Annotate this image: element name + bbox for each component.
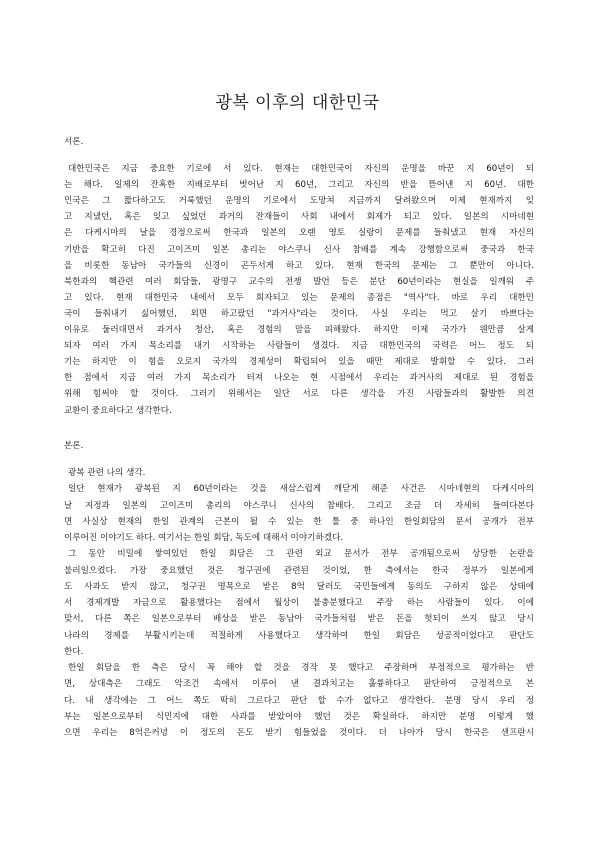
intro-line: 고 있다. 현재 대한민국 내에서 모두 회자되고 있는 문제의 종점은 "역사"다. 바로 우리 대한민 (64, 292, 534, 303)
intro-line: 대한민국은 지금 중요한 기로에 서 있다. 현재는 대한민국이 자신의 운명을 바꾼 지 60년이 되 (68, 164, 534, 174)
body-line: 이루어진 이야기도 하다. 여기서는 한일 회담, 독도에 대해서 이야기하겠다. (64, 533, 344, 543)
body-line: 그 동안 비밀에 쌓여있던 한일 회담은 그 관련 외교 문서가 전부 공개됨으로써 상당한 논란을 (68, 549, 534, 560)
intro-heading: 서론. (64, 137, 84, 147)
body-line: 일단 현재가 광복된 지 60년이라는 것을 새삼스럽게 깨닫게 해준 사건은 시마네현의 다케시마의 (68, 484, 534, 495)
body-line: 나라의 경제를 부활시키는데 적절하게 사용했다고 생각하여 한일 회담은 성공적이었다고 판단도 (64, 630, 534, 641)
body-line: 면, 상대측은 그래도 악조건 속에서 이루어 낸 결과치고는 훌륭하다고 판단하여 긍정적으로 본 (64, 679, 534, 690)
body-line: 한일 회담을 한 측은 당시 꼭 해야 할 것을 경작 못 했다고 주장하며 부정적으로 평가하는 반 (68, 663, 534, 673)
intro-line: 한 점에서 지금 여러 가지 목소리가 터져 나오는 현 시점에서 우리는 과거사의 제대로 된 경험을 (64, 373, 534, 384)
intro-line: 되자 여러 가지 목소리를 내기 시작하는 사람들이 생겼다. 지금 대한민국의 국력은 어느 정도 되 (64, 341, 534, 352)
body-line: 다. 내 생각에는 그 어느 쪽도 딱히 그르다고 판단 할 수가 없다고 생각한다. 분명 당시 우리 정 (64, 695, 534, 706)
intro-line: 민국은 그 짧다하고도 거룩했던 운명의 기로에서 도망쳐 지금까지 달려왔으며 이제 현재까지 잊 (64, 196, 534, 207)
body-line: 면 사실상 현재의 한일 관계의 근본이 될 수 있는 한 툴 중 하나인 한일회담의 문서 공개가 전부 (64, 516, 534, 527)
intro-line: 기반을 확고히 다진 고이즈미 일본 총리는 야스쿠니 신사 참배를 계속 강행함으로써 중국과 한국 (64, 244, 534, 255)
intro-line: 국이 들춰내기 싫어했던, 외면 하고팠던 "과거사"라는 것이다. 사실 우리는 먹고 살기 바쁘다는 (64, 308, 534, 319)
intro-line: 은 다케시마의 날을 경정으로써 한국과 일본의 오랜 영토 실랑이 문제를 들춰냈고 현재 자신의 (64, 228, 534, 239)
intro-line: 을 비롯한 동남아 국가들의 신경이 곤두서게 하고 있다. 현재 한국의 문제는 그 뿐만이 아니다. (64, 260, 534, 271)
intro-line: 고 지냈던, 혹은 잊고 싶었던 과거의 잔재들이 사회 내에서 회제가 되고 있다. 일본의 시마네현 (64, 212, 534, 223)
intro-line: 북한과의 핵관련 여러 회담들, 광명구 교수의 전쟁 발언 등은 분단 60년이라는 현실을 일깨워 주 (64, 276, 534, 287)
body-line: 날 지정과 일본의 고이즈미 총리의 야스쿠니 신사의 참배다. 그리고 조금 더 자세히 들여다본다 (64, 500, 534, 511)
body-line: 광복 관련 나의 생각. (68, 468, 146, 478)
body-line: 서 경제개발 자금으로 활용했다는 점에서 월상이 불충분했다고 주장 하는 사람들이 있다. 이에 (64, 598, 534, 608)
intro-line: 이유로 둘러대면서 과거사 청산, 혹은 경험의 맘을 피해왔다. 하지만 이제 국가가 웬만큼 살게 (64, 325, 534, 335)
document-title: 광복 이후의 대한민국 (215, 93, 380, 113)
intro-line: 위해 힘써야 할 것이다. 그러기 위해서는 일단 서로 다른 생각을 가진 사람들과의 활발한 의견 (64, 389, 534, 400)
body-line: 한다. (64, 646, 84, 657)
body-line: 맞서, 다른 쪽은 일본으로부터 배상을 받은 동남아 국가들처럼 받은 돈을 헛되이 쓰지 않고 당시 (64, 614, 534, 625)
intro-line: 기는 하지만 이 힘을 오로지 국가의 경제성이 확립되어 있을 때만 제대로 발휘할 수 있다. 그러 (64, 357, 534, 368)
body-heading: 본론. (64, 441, 84, 451)
body-line: 으면 우리는 8억은커녕 이 정도의 돈도 받기 힘들었을 것이다. 더 나아가 당시 한국은 샌프란시 (64, 728, 534, 738)
body-line: 불러일으켰다. 가장 중요했던 것은 청구권에 관련된 것이었, 한 측에서는 한국 정부가 일본에게 (64, 565, 534, 576)
intro-line: 는 해다. 일제의 잔혹한 지배로부터 벗어난 지 60년, 그리고 자신의 반을 뜯어낸 지 60년. 대한 (64, 180, 534, 191)
body-line: 부는 일본으로부터 식민지에 대한 사과를 받았어야 했던 것은 확실하다. 하지만 분명 이렇게 했 (64, 711, 534, 722)
intro-line: 교환이 중요하다고 생각한다. (64, 405, 172, 416)
body-line: 도 사과도 받지 않고, 청구권 명목으로 받은 8억 달러도 국민들에게 동의도 구하지 않은 상태에 (64, 581, 534, 592)
